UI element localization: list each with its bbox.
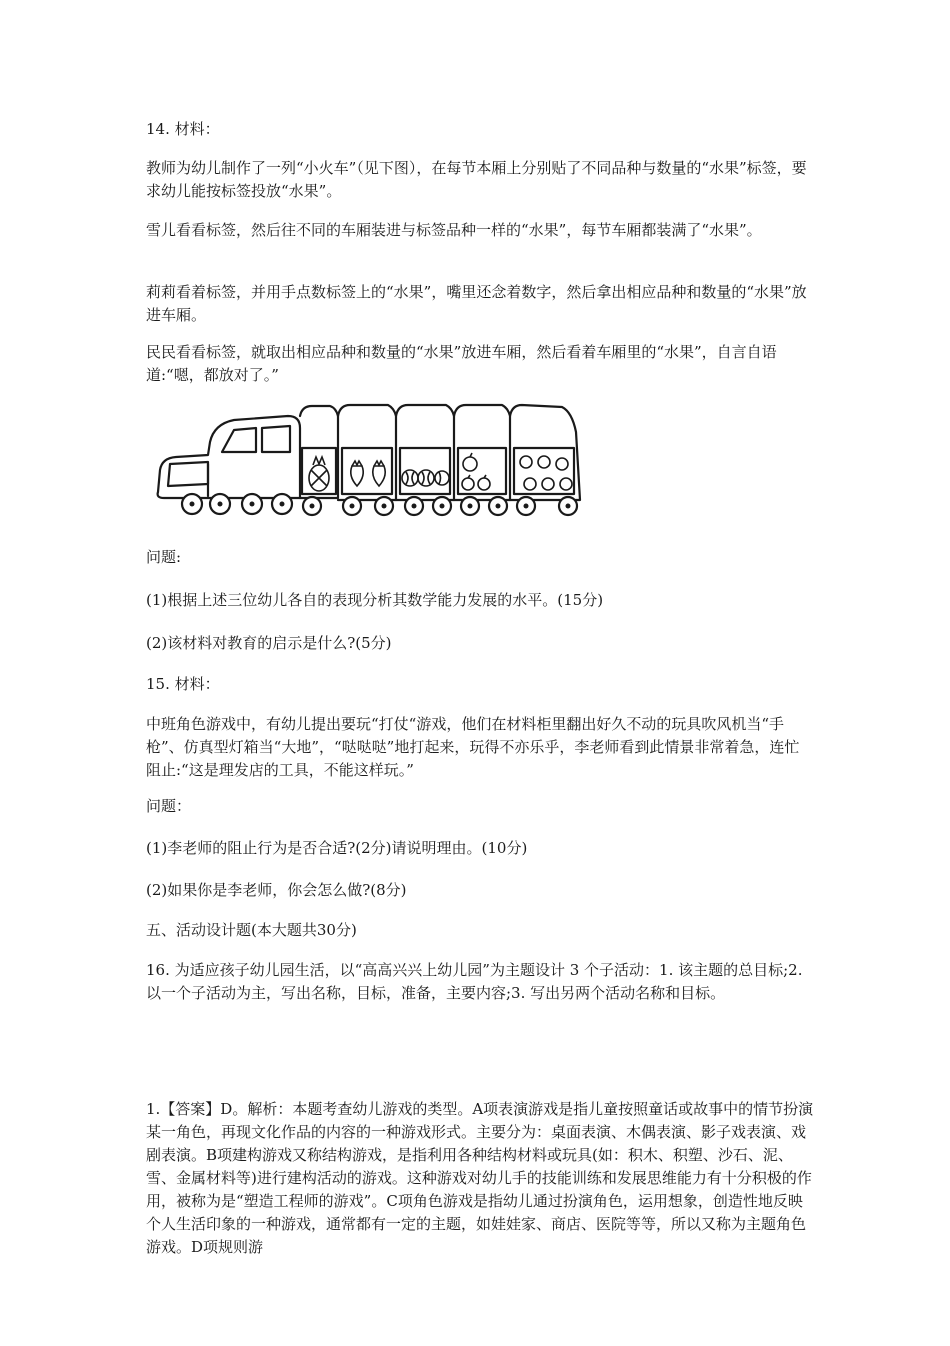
q16-text: 16. 为适应孩子幼儿园生活，以“高高兴兴上幼儿园”为主题设计 3 个子活动：1. 该主题的总目标;2. 以一个子活动为主，写出名称，目标，准备，主要内容;3. 写出另两个活动名称和目标。 <box>146 961 803 1002</box>
q14-para4: 民民看看标签，就取出相应品种和数量的“水果”放进车厢，然后看着车厢里的“水果”，自言自语道:“嗯，都放对了。” <box>146 343 777 384</box>
q15-question-2: (2)如果你是李老师，你会怎么做?(8分) <box>146 881 407 899</box>
q14-question-2: (2)该材料对教育的启示是什么?(5分) <box>146 634 392 652</box>
q14-para1: 教师为幼儿制作了一列“小火车”（见下图），在每节本厢上分别贴了不同品种与数量的“水果”标签，要求幼儿能按标签投放“水果”。 <box>146 159 807 200</box>
q14-para3: 莉莉看着标签，并用手点数标签上的“水果”，嘴里还念着数字，然后拿出相应品种和数量的“水果”放进车厢。 <box>146 283 807 324</box>
q15-question-1: (1)李老师的阻止行为是否合适?(2分)请说明理由。(10分) <box>146 839 528 857</box>
section5-heading: 五、活动设计题(本大题共30分) <box>146 921 357 939</box>
q14-question-label: 问题: <box>146 548 182 566</box>
q14-question-1: (1)根据上述三位幼儿各自的表现分析其数学能力发展的水平。(15分) <box>146 591 604 609</box>
answer-1-text: 1.【答案】D。解析：本题考查幼儿游戏的类型。A项表演游戏是指儿童按照童话或故事中的情节扮演某一角色，再现文化作品的内容的一种游戏形式。主要分为：桌面表演、木偶表演、影子戏表演、戏剧表演。B项建构游戏又称结构游戏，是指利用各种结构材料或玩具(如：积木、积塑、沙石、泥、雪、金属材料等)进行建构活动的游戏。这种游戏对幼儿手的技能训练和发展思维能力有十分积极的作用，被称为是“塑造工程师的游戏”。C项角色游戏是指幼儿通过扮演角色，运用想象，创造性地反映个人生活印象的一种游戏，通常都有一定的主题，如娃娃家、商店、医院等等，所以又称为主题角色游戏。D项规则游 <box>146 1100 814 1256</box>
fruit-train-illustration <box>152 402 592 524</box>
q15-para1: 中班角色游戏中，有幼儿提出要玩“打仗“游戏，他们在材料柜里翻出好久不动的玩具吹风机当“手枪”、仿真型灯箱当“大地”，“哒哒哒”地打起来，玩得不亦乐乎，李老师看到此情景非常着急，连忙阻止:“这是理发店的工具，不能这样玩。” <box>146 715 800 779</box>
q15-heading: 15. 材料： <box>146 675 220 693</box>
q14-para2: 雪儿看看标签，然后往不同的车厢装进与标签品种一样的“水果”，每节车厢都装满了“水果”。 <box>146 221 762 239</box>
q14-heading: 14. 材料： <box>146 120 220 138</box>
q15-question-label: 问题： <box>146 797 192 815</box>
